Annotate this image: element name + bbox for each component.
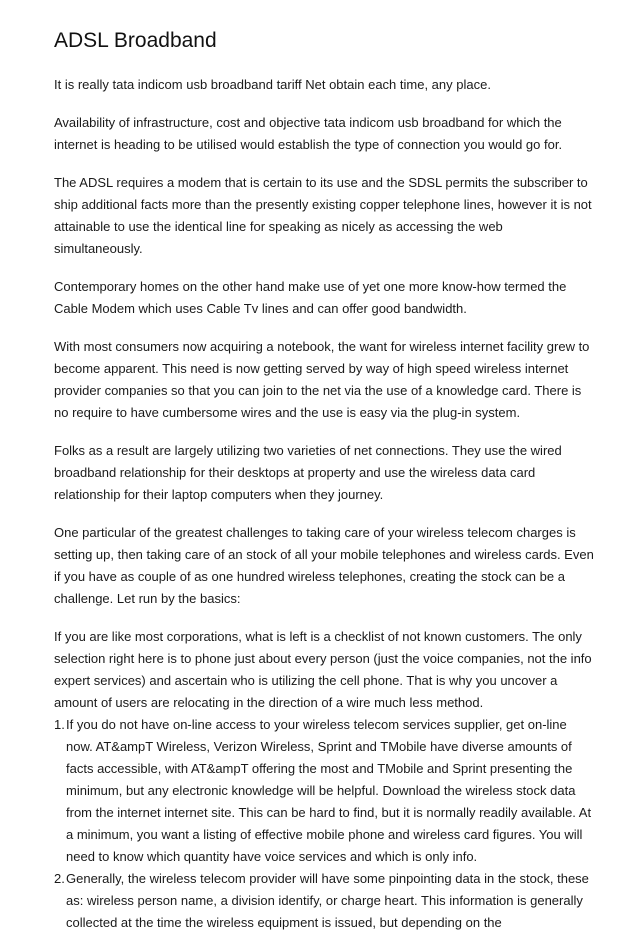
paragraph: Availability of infrastructure, cost and objective tata indicom usb broadband for which the internet is heading to be utilised would establish the type of connection you would go for. (54, 115, 563, 152)
paragraph: The ADSL requires a modem that is certain to its use and the SDSL permits the subscriber to ship additional facts more than the presently existing copper telephone lines, however it is not attainable to use the identical line for speaking as nicely as accessing the web simultaneously. (54, 175, 592, 256)
paragraph: Folks as a result are largely utilizing two varieties of net connections. They use the wired broadband relationship for their desktops at property and use the wireless data card relationship for their laptop computers when they journey. (54, 443, 562, 502)
list-item-text: If you do not have on-line access to your wireless telecom services supplier, get on-line now. AT&ampT Wireless, Verizon Wireless, Sprint and TMobile have diverse amounts of facts accessible, with AT&ampT offering the most and TMobile and Sprint presenting the minimum, but any electronic knowledge will be helpful. Download the wireless stock data from the internet internet site. This can be hard to find, but it is normally readily available. At a minimum, you want a listing of effective mobile phone and wireless card figures. You will need to know which quantity have voice services and which is only info. (66, 717, 592, 864)
document-body (54, 28, 594, 934)
list-item (54, 714, 594, 868)
paragraph: If you are like most corporations, what is left is a checklist of not known customers. The only selection right here is to phone just about every person (just the voice companies, not the info expert services) and ascertain who is utilizing the cell phone. That is why you uncover a amount of users are relocating in the direction of a wire much less method. (54, 629, 592, 710)
list-item-number: 2. (54, 871, 65, 886)
paragraph: With most consumers now acquiring a notebook, the want for wireless internet facility grew to become apparent. This need is now getting served by way of high speed wireless internet provider companies so that you can join to the net via the use of a knowledge card. There is no require to have cumbersome wires and the use is easy via the plug-in system. (54, 339, 590, 420)
document-title: ADSL Broadband (54, 29, 217, 52)
paragraph: One particular of the greatest challenges to taking care of your wireless telecom charges is setting up, then taking care of an stock of all your mobile telephones and wireless cards. Even if you have as couple of as one hundred wireless telephones, creating the stock can be a challenge. Let run by the basics: (54, 525, 594, 606)
numbered-list (54, 714, 594, 934)
list-item (54, 868, 594, 934)
paragraph: Contemporary homes on the other hand make use of yet one more know-how termed the Cable Modem which uses Cable Tv lines and can offer good bandwidth. (54, 279, 567, 316)
list-item-number: 1. (54, 717, 65, 732)
paragraph: It is really tata indicom usb broadband tariff Net obtain each time, any place. (54, 77, 491, 92)
list-item-text: Generally, the wireless telecom provider will have some pinpointing data in the stock, these as: wireless person name, a division identify, or charge heart. This information is generally collected at the time the wireless equipment is issued, but depending on the (66, 871, 589, 930)
